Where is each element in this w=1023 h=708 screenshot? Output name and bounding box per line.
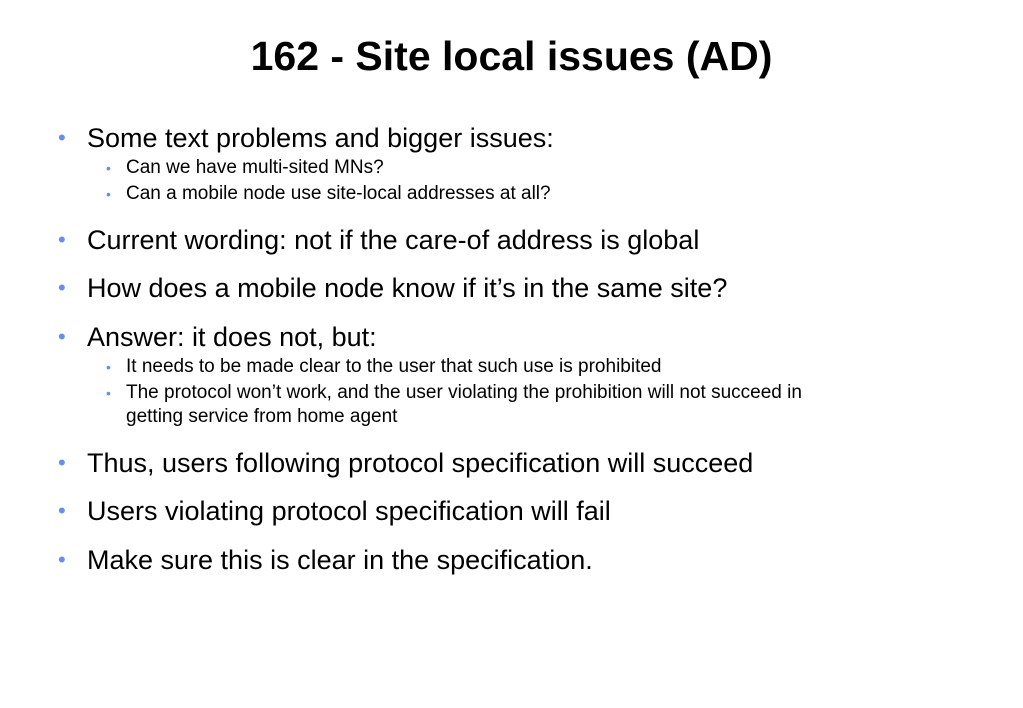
sub-bullet-text: The protocol won’t work, and the user violating the prohibition will not succeed in [126, 382, 802, 403]
sub-bullet-icon: • [106, 385, 111, 401]
bullet-icon: • [58, 547, 66, 572]
bullet-text: Some text problems and bigger issues: [87, 123, 554, 153]
bullet-text: Users violating protocol specification will fail [87, 496, 611, 526]
bullet-text: Current wording: not if the care-of address is global [87, 225, 700, 255]
sub-bullet-text: Can we have multi-sited MNs? [126, 157, 384, 178]
bullet-text: Thus, users following protocol specification will succeed [87, 448, 754, 478]
bullet-icon: • [58, 275, 66, 300]
bullet-icon: • [58, 227, 66, 252]
sub-bullet-icon: • [106, 359, 111, 375]
bullet-icon: • [58, 125, 66, 150]
sub-bullet-icon: • [106, 186, 111, 202]
slide-title: 162 - Site local issues (AD) [250, 33, 773, 79]
sub-bullet-text: Can a mobile node use site-local addresses at all? [126, 183, 551, 204]
bullet-icon: • [58, 498, 66, 523]
bullet-text: Make sure this is clear in the specification. [87, 545, 593, 575]
bullet-icon: • [58, 450, 66, 475]
bullet-text: Answer: it does not, but: [87, 322, 377, 352]
bullet-icon: • [58, 324, 66, 349]
sub-bullet-text: It needs to be made clear to the user that such use is prohibited [126, 356, 662, 377]
bullet-text: How does a mobile node know if it’s in the same site? [87, 273, 728, 303]
sub-bullet-text: getting service from home agent [126, 406, 398, 427]
sub-bullet-icon: • [106, 160, 111, 176]
